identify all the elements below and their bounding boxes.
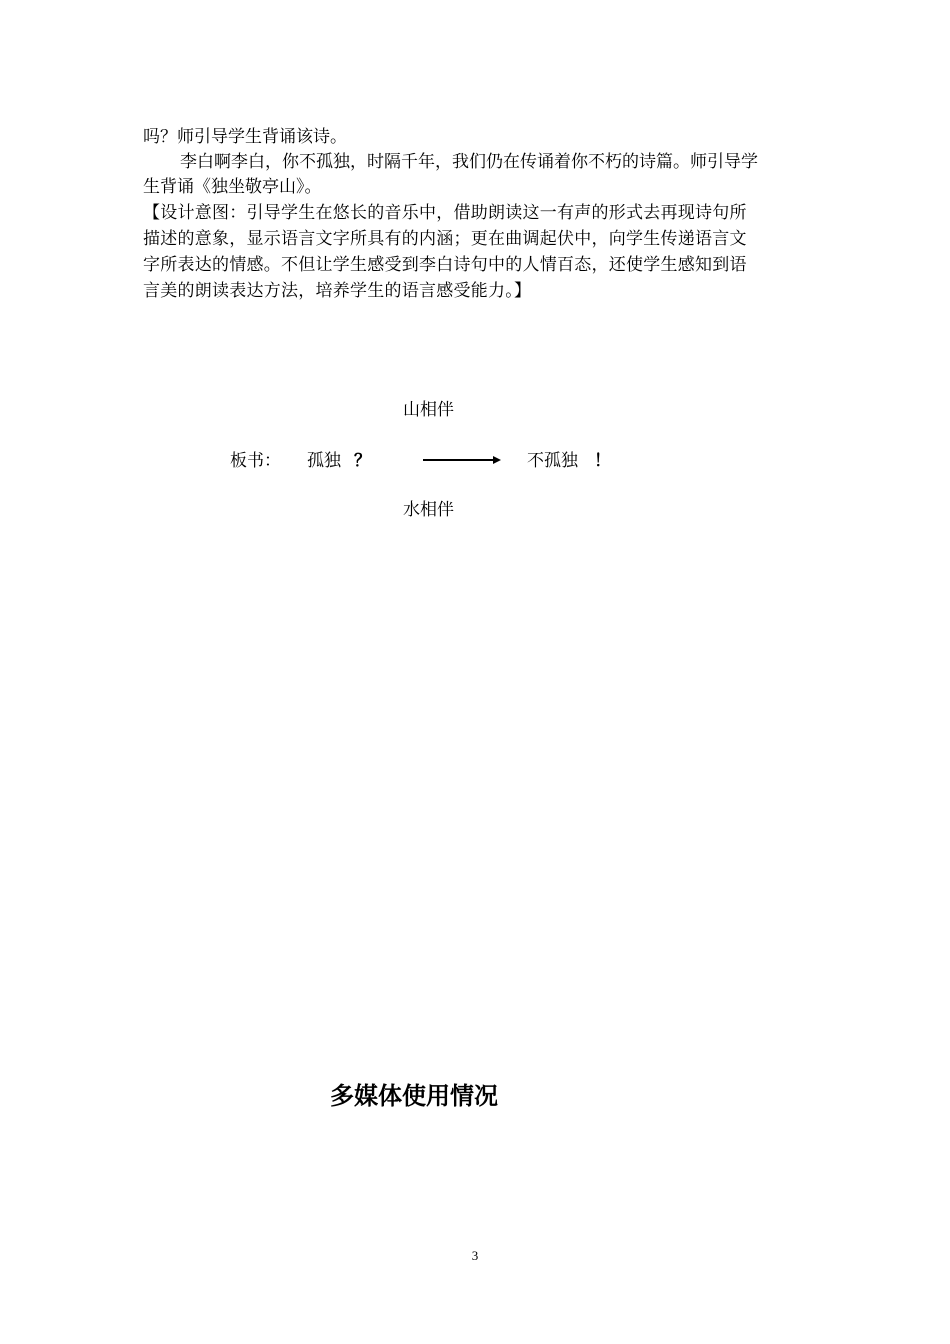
design-intent-line: 字所表达的情感。不但让学生感受到李白诗句中的人情百态，还使学生感知到语: [143, 255, 747, 275]
design-intent-line: 言美的朗读表达方法，培养学生的语言感受能力。】: [143, 281, 532, 301]
board-left-text: 孤独: [307, 451, 341, 471]
board-exclamation-mark: ！: [594, 451, 611, 471]
design-intent-line: 【设计意图：引导学生在悠长的音乐中，借助朗读这一有声的形式去再现诗句所: [143, 203, 747, 223]
section-title: 多媒体使用情况: [330, 1082, 498, 1110]
board-right-text: 不孤独: [527, 451, 578, 471]
board-question-mark: ？: [354, 451, 371, 471]
board-bottom-text: 水相伴: [403, 500, 454, 520]
page-number: 3: [471, 1248, 479, 1263]
body-line: 生背诵《独坐敬亭山》。: [143, 177, 322, 197]
arrow-right-icon: [493, 456, 501, 464]
board-top-text: 山相伴: [403, 400, 454, 420]
design-intent-line: 描述的意象，显示语言文字所具有的内涵；更在曲调起伏中，向学生传递语言文: [143, 229, 747, 249]
board-label: 板书：: [230, 451, 281, 471]
body-line: 吗？师引导学生背诵该诗。: [143, 127, 347, 147]
body-line: 李白啊李白，你不孤独，时隔千年，我们仍在传诵着你不朽的诗篇。师引导学: [180, 152, 758, 172]
arrow-line: [423, 459, 495, 461]
